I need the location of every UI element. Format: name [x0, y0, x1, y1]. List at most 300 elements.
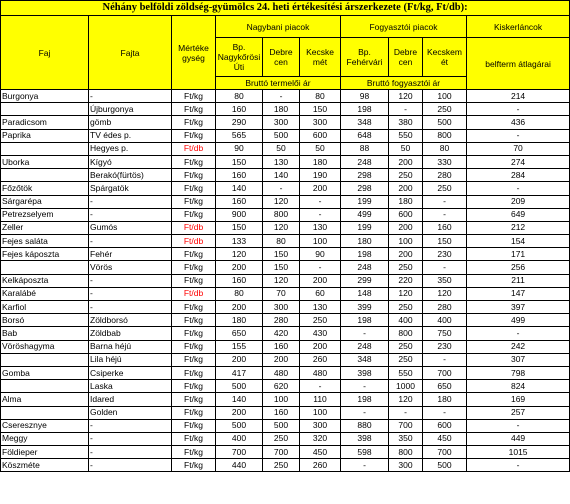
- cell-wholesale-price: 250: [263, 432, 300, 445]
- cell-consumer-price: 399: [341, 301, 389, 314]
- cell-unit: Ft/kg: [172, 208, 216, 221]
- cell-wholesale-price: 700: [263, 446, 300, 459]
- cell-wholesale-price: -: [263, 90, 300, 103]
- cell-faj: [1, 169, 89, 182]
- cell-wholesale-price: 260: [300, 459, 341, 472]
- cell-faj: [1, 406, 89, 419]
- table-row: [1, 327, 570, 340]
- cell-consumer-price: 380: [389, 116, 423, 129]
- cell-unit: Ft/kg: [172, 182, 216, 195]
- cell-fajta: Csiperke: [89, 366, 172, 379]
- cell-faj: [1, 380, 89, 393]
- header-retail-sub: belfterm átlagárai: [467, 38, 570, 90]
- cell-unit: Ft/kg: [172, 248, 216, 261]
- cell-unit: Ft/kg: [172, 366, 216, 379]
- cell-consumer-price: 50: [389, 142, 423, 155]
- cell-wholesale-price: 80: [263, 235, 300, 248]
- cell-consumer-price: -: [423, 208, 467, 221]
- header-c-kecskemet: Kecskem ét: [423, 38, 467, 77]
- cell-consumer-price: 200: [389, 155, 423, 168]
- cell-faj: Borsó: [1, 314, 89, 327]
- cell-fajta: Kígyó: [89, 155, 172, 168]
- table-row: [1, 221, 570, 234]
- cell-wholesale-price: 120: [216, 248, 263, 261]
- cell-faj: Vöröshagyma: [1, 340, 89, 353]
- table-row: [1, 301, 570, 314]
- cell-consumer-price: 198: [341, 103, 389, 116]
- cell-wholesale-price: 200: [216, 261, 263, 274]
- table-row: [1, 261, 570, 274]
- cell-consumer-price: -: [423, 353, 467, 366]
- cell-wholesale-price: 50: [263, 142, 300, 155]
- cell-faj: [1, 353, 89, 366]
- cell-faj: Bab: [1, 327, 89, 340]
- cell-wholesale-price: 430: [300, 327, 341, 340]
- cell-wholesale-price: 150: [263, 261, 300, 274]
- cell-faj: Főzőtök: [1, 182, 89, 195]
- cell-consumer-price: 98: [341, 90, 389, 103]
- header-consumer-group: Fogyasztói piacok: [341, 16, 467, 38]
- cell-wholesale-price: 300: [300, 116, 341, 129]
- cell-fajta: -: [89, 287, 172, 300]
- cell-consumer-price: 500: [423, 116, 467, 129]
- cell-wholesale-price: 420: [263, 327, 300, 340]
- cell-wholesale-price: 400: [216, 432, 263, 445]
- cell-wholesale-price: 190: [300, 169, 341, 182]
- cell-consumer-price: 199: [341, 195, 389, 208]
- table-title: Néhány belföldi zöldség-gyümölcs 24. heti értékesítési árszerkezete (Ft/kg, Ft/db):: [1, 1, 570, 16]
- cell-wholesale-price: 110: [300, 393, 341, 406]
- cell-consumer-price: 350: [389, 432, 423, 445]
- cell-unit: Ft/db: [172, 221, 216, 234]
- cell-wholesale-price: 565: [216, 129, 263, 142]
- cell-wholesale-price: 90: [216, 142, 263, 155]
- cell-consumer-price: 200: [389, 221, 423, 234]
- cell-consumer-price: 248: [341, 340, 389, 353]
- cell-retail-price: -: [467, 129, 570, 142]
- cell-wholesale-price: 800: [263, 208, 300, 221]
- cell-consumer-price: 350: [423, 274, 467, 287]
- table-row: [1, 182, 570, 195]
- table-row: [1, 169, 570, 182]
- cell-wholesale-price: 140: [263, 169, 300, 182]
- cell-retail-price: 499: [467, 314, 570, 327]
- cell-consumer-price: 148: [341, 287, 389, 300]
- cell-retail-price: 70: [467, 142, 570, 155]
- table-row: [1, 446, 570, 459]
- cell-consumer-price: 648: [341, 129, 389, 142]
- cell-consumer-price: 750: [423, 327, 467, 340]
- cell-consumer-price: 200: [389, 248, 423, 261]
- cell-faj: Köszméte: [1, 459, 89, 472]
- cell-consumer-price: 450: [423, 432, 467, 445]
- cell-retail-price: 1015: [467, 446, 570, 459]
- cell-wholesale-price: -: [300, 208, 341, 221]
- cell-faj: Kelkáposzta: [1, 274, 89, 287]
- cell-fajta: -: [89, 208, 172, 221]
- cell-wholesale-price: 450: [300, 446, 341, 459]
- cell-unit: Ft/kg: [172, 380, 216, 393]
- cell-consumer-price: 650: [423, 380, 467, 393]
- cell-fajta: Gumós: [89, 221, 172, 234]
- cell-wholesale-price: 620: [263, 380, 300, 393]
- header-fajta: Fajta: [89, 16, 172, 90]
- cell-faj: Fejes káposzta: [1, 248, 89, 261]
- cell-consumer-price: 700: [423, 446, 467, 459]
- cell-consumer-price: -: [341, 380, 389, 393]
- cell-faj: Karfiol: [1, 301, 89, 314]
- cell-wholesale-price: 320: [300, 432, 341, 445]
- cell-wholesale-price: 150: [263, 248, 300, 261]
- cell-consumer-price: 600: [423, 419, 467, 432]
- cell-unit: Ft/db: [172, 235, 216, 248]
- header-w-kecskemet: Kecske mét: [300, 38, 341, 77]
- table-row: [1, 274, 570, 287]
- cell-fajta: Barna héjú: [89, 340, 172, 353]
- cell-wholesale-price: 300: [263, 301, 300, 314]
- cell-wholesale-price: 120: [263, 274, 300, 287]
- cell-wholesale-price: -: [300, 195, 341, 208]
- cell-unit: Ft/kg: [172, 406, 216, 419]
- cell-faj: Zeller: [1, 221, 89, 234]
- cell-unit: Ft/kg: [172, 314, 216, 327]
- cell-unit: Ft/kg: [172, 393, 216, 406]
- cell-consumer-price: 880: [341, 419, 389, 432]
- cell-wholesale-price: 280: [263, 314, 300, 327]
- cell-consumer-price: 280: [423, 169, 467, 182]
- cell-unit: Ft/kg: [172, 195, 216, 208]
- table-row: [1, 366, 570, 379]
- cell-retail-price: -: [467, 459, 570, 472]
- cell-unit: Ft/kg: [172, 459, 216, 472]
- cell-consumer-price: -: [341, 327, 389, 340]
- cell-wholesale-price: 80: [300, 90, 341, 103]
- cell-fajta: Idared: [89, 393, 172, 406]
- cell-consumer-price: 500: [423, 459, 467, 472]
- cell-unit: Ft/db: [172, 287, 216, 300]
- header-consumer-price: Bruttó fogyasztói ár: [341, 77, 467, 90]
- cell-wholesale-price: 150: [216, 221, 263, 234]
- header-w-debrecen: Debre cen: [263, 38, 300, 77]
- cell-retail-price: 284: [467, 169, 570, 182]
- cell-consumer-price: 550: [389, 366, 423, 379]
- cell-unit: Ft/kg: [172, 116, 216, 129]
- cell-faj: Burgonya: [1, 90, 89, 103]
- cell-wholesale-price: 180: [300, 155, 341, 168]
- cell-wholesale-price: 150: [216, 155, 263, 168]
- cell-consumer-price: -: [341, 406, 389, 419]
- cell-wholesale-price: 200: [216, 353, 263, 366]
- table-row: [1, 432, 570, 445]
- cell-retail-price: 274: [467, 155, 570, 168]
- cell-consumer-price: 298: [341, 182, 389, 195]
- cell-wholesale-price: 500: [216, 419, 263, 432]
- cell-retail-price: 649: [467, 208, 570, 221]
- cell-unit: Ft/kg: [172, 446, 216, 459]
- cell-unit: Ft/kg: [172, 103, 216, 116]
- cell-unit: Ft/kg: [172, 129, 216, 142]
- cell-wholesale-price: 80: [216, 287, 263, 300]
- cell-faj: Cseresznye: [1, 419, 89, 432]
- table-row: [1, 129, 570, 142]
- cell-retail-price: 171: [467, 248, 570, 261]
- cell-consumer-price: -: [341, 459, 389, 472]
- cell-wholesale-price: 500: [216, 380, 263, 393]
- cell-fajta: -: [89, 459, 172, 472]
- cell-consumer-price: 88: [341, 142, 389, 155]
- cell-wholesale-price: 650: [216, 327, 263, 340]
- cell-consumer-price: -: [389, 103, 423, 116]
- cell-retail-price: 798: [467, 366, 570, 379]
- cell-wholesale-price: 160: [263, 340, 300, 353]
- cell-wholesale-price: 80: [216, 90, 263, 103]
- cell-unit: Ft/kg: [172, 169, 216, 182]
- cell-wholesale-price: 250: [263, 459, 300, 472]
- cell-consumer-price: 250: [389, 301, 423, 314]
- cell-wholesale-price: 500: [263, 419, 300, 432]
- cell-fajta: -: [89, 419, 172, 432]
- cell-faj: Meggy: [1, 432, 89, 445]
- header-w-bp: Bp. Nagykőrösi Úti: [216, 38, 263, 77]
- cell-wholesale-price: 180: [216, 314, 263, 327]
- cell-consumer-price: 198: [341, 248, 389, 261]
- cell-wholesale-price: 900: [216, 208, 263, 221]
- cell-wholesale-price: 417: [216, 366, 263, 379]
- cell-retail-price: 212: [467, 221, 570, 234]
- cell-consumer-price: 800: [423, 129, 467, 142]
- cell-wholesale-price: 150: [300, 103, 341, 116]
- cell-wholesale-price: 120: [263, 221, 300, 234]
- cell-consumer-price: 398: [341, 432, 389, 445]
- cell-fajta: gömb: [89, 116, 172, 129]
- cell-retail-price: 307: [467, 353, 570, 366]
- cell-consumer-price: 250: [389, 261, 423, 274]
- cell-retail-price: -: [467, 327, 570, 340]
- cell-faj: [1, 103, 89, 116]
- cell-faj: [1, 142, 89, 155]
- cell-retail-price: 449: [467, 432, 570, 445]
- cell-unit: Ft/kg: [172, 90, 216, 103]
- header-faj: Faj: [1, 16, 89, 90]
- table-row: [1, 340, 570, 353]
- cell-faj: Földieper: [1, 446, 89, 459]
- cell-fajta: -: [89, 301, 172, 314]
- header-retail-group: Kiskerláncok: [467, 16, 570, 38]
- cell-wholesale-price: 200: [216, 301, 263, 314]
- cell-consumer-price: 200: [389, 182, 423, 195]
- cell-wholesale-price: -: [300, 261, 341, 274]
- cell-wholesale-price: 200: [300, 340, 341, 353]
- cell-consumer-price: 298: [341, 169, 389, 182]
- cell-wholesale-price: 160: [216, 103, 263, 116]
- cell-consumer-price: 800: [389, 327, 423, 340]
- cell-consumer-price: 160: [423, 221, 467, 234]
- cell-retail-price: 397: [467, 301, 570, 314]
- cell-consumer-price: 700: [389, 419, 423, 432]
- cell-fajta: -: [89, 235, 172, 248]
- table-row: [1, 419, 570, 432]
- cell-faj: Sárgarépa: [1, 195, 89, 208]
- cell-faj: [1, 261, 89, 274]
- cell-consumer-price: 400: [423, 314, 467, 327]
- cell-faj: Paprika: [1, 129, 89, 142]
- cell-consumer-price: 180: [423, 393, 467, 406]
- cell-wholesale-price: 160: [216, 274, 263, 287]
- cell-wholesale-price: 120: [263, 195, 300, 208]
- cell-unit: Ft/kg: [172, 327, 216, 340]
- cell-consumer-price: 800: [389, 446, 423, 459]
- cell-wholesale-price: 250: [300, 314, 341, 327]
- cell-wholesale-price: -: [263, 182, 300, 195]
- cell-unit: Ft/kg: [172, 301, 216, 314]
- cell-fajta: Vörös: [89, 261, 172, 274]
- cell-wholesale-price: 100: [300, 406, 341, 419]
- cell-consumer-price: 230: [423, 340, 467, 353]
- cell-wholesale-price: 130: [300, 301, 341, 314]
- table-row: [1, 393, 570, 406]
- table-body: [1, 90, 570, 472]
- cell-wholesale-price: 90: [300, 248, 341, 261]
- cell-fajta: Berakó(fürtös): [89, 169, 172, 182]
- cell-consumer-price: 499: [341, 208, 389, 221]
- cell-consumer-price: 398: [341, 366, 389, 379]
- cell-consumer-price: -: [423, 195, 467, 208]
- cell-unit: Ft/kg: [172, 155, 216, 168]
- cell-retail-price: 154: [467, 235, 570, 248]
- header-wholesale-group: Nagybani piacok: [216, 16, 341, 38]
- cell-unit: Ft/kg: [172, 419, 216, 432]
- cell-wholesale-price: 180: [263, 103, 300, 116]
- cell-consumer-price: 120: [423, 287, 467, 300]
- cell-wholesale-price: 260: [300, 353, 341, 366]
- cell-consumer-price: 250: [423, 182, 467, 195]
- table-row: [1, 116, 570, 129]
- table-row: [1, 287, 570, 300]
- table-row: [1, 353, 570, 366]
- cell-faj: Fejes saláta: [1, 235, 89, 248]
- cell-wholesale-price: 133: [216, 235, 263, 248]
- cell-fajta: Laska: [89, 380, 172, 393]
- cell-consumer-price: -: [389, 406, 423, 419]
- table-row: [1, 155, 570, 168]
- table-row: [1, 90, 570, 103]
- cell-faj: Karalábé: [1, 287, 89, 300]
- header-c-debrecen: Debre cen: [389, 38, 423, 77]
- cell-consumer-price: 198: [341, 393, 389, 406]
- cell-unit: Ft/db: [172, 142, 216, 155]
- table-row: [1, 142, 570, 155]
- cell-wholesale-price: 100: [300, 235, 341, 248]
- cell-wholesale-price: 500: [263, 129, 300, 142]
- cell-wholesale-price: 480: [300, 366, 341, 379]
- cell-wholesale-price: 300: [263, 116, 300, 129]
- cell-unit: Ft/kg: [172, 432, 216, 445]
- cell-retail-price: 209: [467, 195, 570, 208]
- cell-consumer-price: -: [423, 406, 467, 419]
- cell-unit: Ft/kg: [172, 274, 216, 287]
- cell-wholesale-price: 130: [263, 155, 300, 168]
- cell-fajta: Lila héjú: [89, 353, 172, 366]
- cell-consumer-price: 250: [423, 103, 467, 116]
- cell-fajta: Hegyes p.: [89, 142, 172, 155]
- cell-wholesale-price: -: [300, 380, 341, 393]
- cell-retail-price: 147: [467, 287, 570, 300]
- cell-faj: Gomba: [1, 366, 89, 379]
- cell-retail-price: -: [467, 419, 570, 432]
- cell-wholesale-price: 600: [300, 129, 341, 142]
- cell-fajta: Zöldbab: [89, 327, 172, 340]
- cell-consumer-price: 330: [423, 155, 467, 168]
- table-row: [1, 406, 570, 419]
- cell-consumer-price: 80: [423, 142, 467, 155]
- cell-consumer-price: 220: [389, 274, 423, 287]
- cell-wholesale-price: 155: [216, 340, 263, 353]
- cell-wholesale-price: 70: [263, 287, 300, 300]
- cell-consumer-price: 348: [341, 116, 389, 129]
- cell-wholesale-price: 160: [216, 169, 263, 182]
- cell-consumer-price: 550: [389, 129, 423, 142]
- cell-retail-price: 169: [467, 393, 570, 406]
- cell-consumer-price: 100: [389, 235, 423, 248]
- table-row: [1, 248, 570, 261]
- header-unit: Mértéke gység: [172, 16, 216, 90]
- cell-consumer-price: 198: [341, 314, 389, 327]
- cell-wholesale-price: 160: [263, 406, 300, 419]
- cell-retail-price: 256: [467, 261, 570, 274]
- cell-wholesale-price: 50: [300, 142, 341, 155]
- cell-consumer-price: 199: [341, 221, 389, 234]
- cell-wholesale-price: 100: [263, 393, 300, 406]
- cell-consumer-price: 150: [423, 235, 467, 248]
- cell-wholesale-price: 130: [300, 221, 341, 234]
- cell-wholesale-price: 160: [216, 195, 263, 208]
- cell-consumer-price: 230: [423, 248, 467, 261]
- cell-consumer-price: 280: [423, 301, 467, 314]
- cell-retail-price: 436: [467, 116, 570, 129]
- cell-wholesale-price: 700: [216, 446, 263, 459]
- cell-consumer-price: 120: [389, 90, 423, 103]
- header-producer-price: Bruttó termelői ár: [216, 77, 341, 90]
- cell-faj: Petrezselyem: [1, 208, 89, 221]
- cell-consumer-price: 300: [389, 459, 423, 472]
- cell-consumer-price: 250: [389, 169, 423, 182]
- cell-wholesale-price: 200: [263, 353, 300, 366]
- table-row: [1, 208, 570, 221]
- cell-retail-price: 824: [467, 380, 570, 393]
- cell-wholesale-price: 200: [300, 274, 341, 287]
- cell-fajta: -: [89, 195, 172, 208]
- cell-consumer-price: 250: [389, 340, 423, 353]
- cell-fajta: -: [89, 274, 172, 287]
- cell-faj: Paradicsom: [1, 116, 89, 129]
- cell-fajta: Zöldborsó: [89, 314, 172, 327]
- cell-retail-price: 242: [467, 340, 570, 353]
- cell-consumer-price: 248: [341, 261, 389, 274]
- cell-wholesale-price: 480: [263, 366, 300, 379]
- cell-faj: Alma: [1, 393, 89, 406]
- cell-consumer-price: -: [423, 261, 467, 274]
- cell-consumer-price: 180: [341, 235, 389, 248]
- cell-fajta: -: [89, 432, 172, 445]
- cell-consumer-price: 598: [341, 446, 389, 459]
- cell-faj: Uborka: [1, 155, 89, 168]
- table-row: [1, 235, 570, 248]
- cell-wholesale-price: 290: [216, 116, 263, 129]
- cell-fajta: Újburgonya: [89, 103, 172, 116]
- cell-consumer-price: 400: [389, 314, 423, 327]
- cell-consumer-price: 700: [423, 366, 467, 379]
- cell-unit: Ft/kg: [172, 353, 216, 366]
